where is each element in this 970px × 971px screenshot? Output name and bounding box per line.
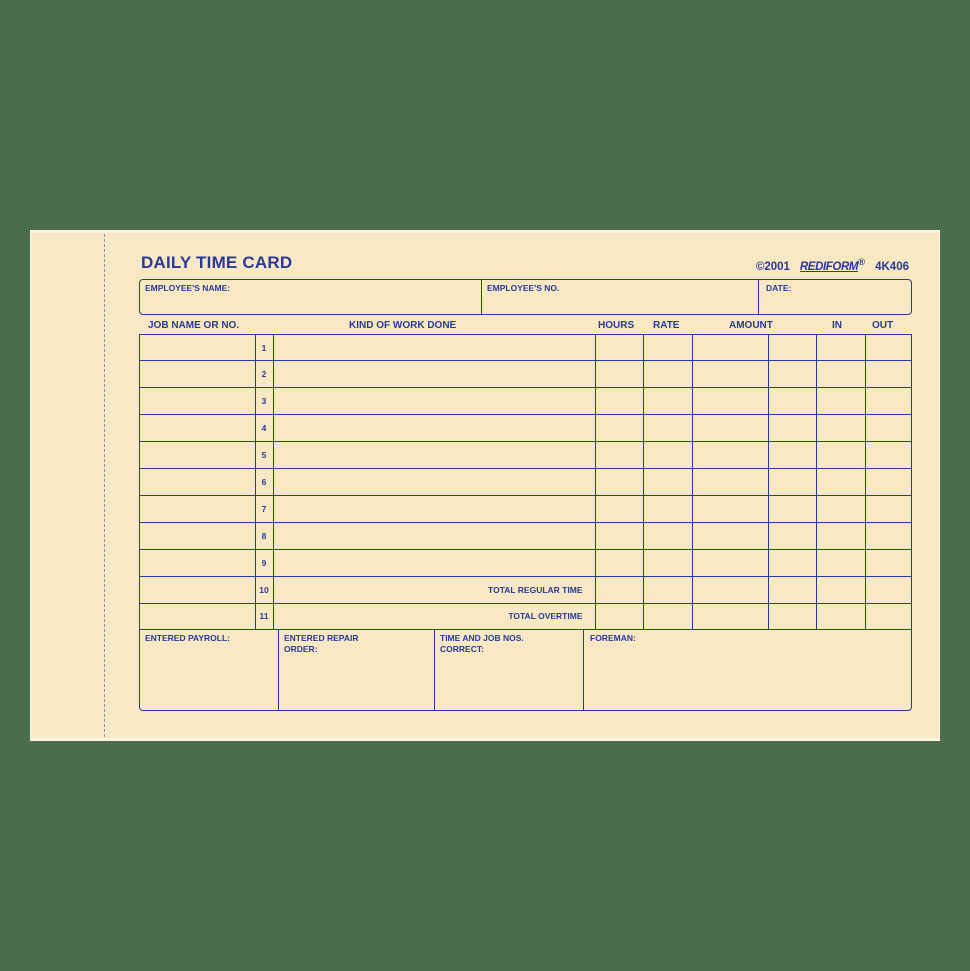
job-cell — [140, 415, 255, 442]
amount-dollars-cell — [692, 468, 768, 495]
employee-name-label: EMPLOYEE'S NAME: — [145, 283, 231, 293]
time-job-label-2: CORRECT: — [440, 644, 484, 654]
rate-cell — [643, 415, 692, 442]
out-cell — [865, 576, 911, 603]
divider — [481, 280, 482, 314]
amount-dollars-cell — [692, 522, 768, 549]
job-cell — [140, 468, 255, 495]
out-cell — [865, 361, 911, 388]
in-cell — [816, 495, 865, 522]
table-row — [140, 361, 911, 388]
time-card — [30, 230, 940, 741]
out-cell — [865, 442, 911, 469]
line-number: 5 — [255, 442, 273, 469]
out-cell — [865, 603, 911, 629]
amount-cents-cell — [768, 415, 816, 442]
col-out: OUT — [872, 320, 894, 331]
work-cell: TOTAL OVERTIME — [273, 603, 595, 629]
table-row — [140, 442, 911, 469]
amount-dollars-cell — [692, 388, 768, 415]
amount-cents-cell — [768, 361, 816, 388]
job-cell — [140, 388, 255, 415]
line-number: 10 — [255, 576, 273, 603]
work-cell — [273, 495, 595, 522]
rate-cell — [643, 576, 692, 603]
line-number: 9 — [255, 549, 273, 576]
line-number: 8 — [255, 522, 273, 549]
out-cell — [865, 335, 911, 361]
table-row — [140, 495, 911, 522]
col-job: JOB NAME OR NO. — [148, 320, 240, 331]
divider — [758, 280, 759, 314]
form-meta — [756, 257, 909, 273]
in-cell — [816, 603, 865, 629]
amount-dollars-cell — [692, 549, 768, 576]
job-cell — [140, 361, 255, 388]
amount-cents-cell — [768, 468, 816, 495]
work-entries-grid — [139, 334, 912, 630]
job-cell — [140, 335, 255, 361]
out-cell — [865, 388, 911, 415]
hours-cell — [595, 388, 643, 415]
amount-dollars-cell — [692, 361, 768, 388]
divider — [583, 630, 584, 710]
in-cell — [816, 549, 865, 576]
col-in: IN — [832, 320, 842, 331]
table-row — [140, 603, 911, 629]
col-work: KIND OF WORK DONE — [349, 320, 457, 331]
job-cell — [140, 522, 255, 549]
copyright: ©2001 — [755, 260, 790, 273]
work-cell — [273, 442, 595, 469]
work-cell — [273, 335, 595, 361]
table-row — [140, 549, 911, 576]
in-cell — [816, 415, 865, 442]
amount-cents-cell — [768, 603, 816, 629]
in-cell — [816, 576, 865, 603]
hours-cell — [595, 468, 643, 495]
work-cell — [273, 388, 595, 415]
perforation-line — [104, 234, 105, 737]
job-cell — [140, 576, 255, 603]
job-cell — [140, 495, 255, 522]
amount-cents-cell — [768, 522, 816, 549]
col-rate: RATE — [653, 320, 680, 331]
line-number: 2 — [255, 361, 273, 388]
hours-cell — [595, 361, 643, 388]
out-cell — [865, 415, 911, 442]
work-cell — [273, 522, 595, 549]
hours-cell — [595, 576, 643, 603]
hours-cell — [595, 603, 643, 629]
amount-dollars-cell — [692, 576, 768, 603]
hours-cell — [595, 522, 643, 549]
approval-box — [139, 630, 912, 711]
work-cell — [273, 549, 595, 576]
amount-cents-cell — [768, 576, 816, 603]
brand-logo: REDIFORM® — [799, 257, 866, 273]
amount-dollars-cell — [692, 415, 768, 442]
foreman-label: FOREMAN: — [590, 633, 636, 643]
line-number: 11 — [255, 603, 273, 629]
hours-cell — [595, 335, 643, 361]
amount-dollars-cell — [692, 442, 768, 469]
out-cell — [865, 549, 911, 576]
divider — [278, 630, 279, 710]
in-cell — [816, 522, 865, 549]
amount-cents-cell — [768, 549, 816, 576]
in-cell — [816, 468, 865, 495]
table-row — [140, 468, 911, 495]
amount-cents-cell — [768, 495, 816, 522]
card-title: DAILY TIME CARD — [141, 253, 293, 272]
amount-dollars-cell — [692, 335, 768, 361]
form-number: 4K406 — [875, 260, 909, 273]
job-cell — [140, 603, 255, 629]
line-number: 3 — [255, 388, 273, 415]
entered-repair-label-1: ENTERED REPAIR — [284, 633, 359, 643]
amount-cents-cell — [768, 442, 816, 469]
amount-dollars-cell — [692, 603, 768, 629]
rate-cell — [643, 335, 692, 361]
work-cell — [273, 415, 595, 442]
table-row — [140, 576, 911, 603]
work-cell — [273, 468, 595, 495]
rate-cell — [643, 522, 692, 549]
work-cell — [273, 361, 595, 388]
hours-cell — [595, 549, 643, 576]
hours-cell — [595, 442, 643, 469]
line-number: 4 — [255, 415, 273, 442]
rate-cell — [643, 388, 692, 415]
rate-cell — [643, 495, 692, 522]
rate-cell — [643, 361, 692, 388]
amount-cents-cell — [768, 388, 816, 415]
amount-cents-cell — [768, 335, 816, 361]
table-row — [140, 522, 911, 549]
col-hours: HOURS — [598, 320, 635, 331]
job-cell — [140, 549, 255, 576]
employee-no-label: EMPLOYEE'S NO. — [487, 283, 560, 293]
line-number: 6 — [255, 468, 273, 495]
line-number: 7 — [255, 495, 273, 522]
line-number: 1 — [255, 335, 273, 361]
hours-cell — [595, 495, 643, 522]
in-cell — [816, 388, 865, 415]
entered-payroll-label: ENTERED PAYROLL: — [145, 633, 231, 643]
divider — [434, 630, 435, 710]
amount-dollars-cell — [692, 495, 768, 522]
table-row — [140, 415, 911, 442]
rate-cell — [643, 603, 692, 629]
employee-info-box — [139, 279, 912, 315]
out-cell — [865, 468, 911, 495]
hours-cell — [595, 415, 643, 442]
in-cell — [816, 335, 865, 361]
entries-table — [140, 335, 911, 629]
in-cell — [816, 442, 865, 469]
job-cell — [140, 442, 255, 469]
entered-repair-label-2: ORDER: — [284, 644, 318, 654]
rate-cell — [643, 468, 692, 495]
out-cell — [865, 522, 911, 549]
rate-cell — [643, 549, 692, 576]
date-label: DATE: — [766, 283, 792, 293]
time-job-label-1: TIME AND JOB NOS. — [440, 633, 524, 643]
col-amount: AMOUNT — [729, 320, 773, 331]
table-row — [140, 335, 911, 361]
work-cell: TOTAL REGULAR TIME — [273, 576, 595, 603]
out-cell — [865, 495, 911, 522]
in-cell — [816, 361, 865, 388]
rate-cell — [643, 442, 692, 469]
table-row — [140, 388, 911, 415]
